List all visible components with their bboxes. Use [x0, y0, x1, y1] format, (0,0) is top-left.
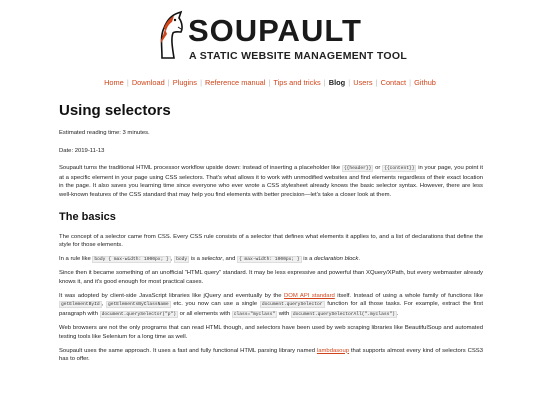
intro-paragraph: Soupault turns the traditional HTML processor workflow upside down: instead of inserting a placeholder like {{header}} or {{content}} in your page, you point it at a specific element in your page using CSS selectors. That's what allows it to work with unmodified websites and find elements regardless of their exact location in the page. It also saves you learning time since everyone who ever wrote a CSS stylesheet already knows the basic selector syntax. However, there are less well-known features of the CSS standard that may help you find elements with better precision—let's take a closer look at them. — [59, 165, 483, 198]
inline-code: document.querySelectorAll(".myclass") — [292, 311, 395, 317]
basics-paragraph-2: In a rule like body { max-width: 1000px; } , body is a selector, and { max-width: 1000px; } is a declaration block. — [59, 255, 360, 262]
basics-paragraph-6: Soupault uses the same approach. It uses a fast and fully functional HTML parsing library named lambdasoup that supports almost every kind of selectors CSS3 has to offer. — [59, 347, 483, 363]
section-heading-basics: The basics — [59, 210, 116, 223]
nav-separator: | — [348, 78, 351, 87]
dom-api-standard-link[interactable]: DOM API standard — [284, 292, 335, 299]
inline-code: { max-width: 1000px; } — [239, 256, 300, 262]
inline-code: document.querySelector — [261, 302, 323, 308]
nav-separator: | — [268, 78, 271, 87]
nav-separator: | — [167, 78, 170, 87]
lambdasoup-link[interactable]: lambdasoup — [316, 347, 350, 354]
inline-code: getElementById — [61, 302, 100, 308]
basics-paragraph-3: Since then it became something of an unofficial “HTML query” standard. It may be less expressive and powerful than XQuery/XPath, but every webmaster already knows it, and it's good enough for most practical cases. — [59, 270, 483, 285]
nav-separator: | — [409, 78, 412, 87]
reading-time: Estimated reading time: 3 minutes. — [59, 130, 150, 136]
basics-paragraph-1: The concept of a selector came from CSS. Every CSS rule consists of a selector that defines what elements it applies to, and a list of declarations that define the style for those elements. — [59, 233, 483, 249]
inline-code: getElementsByClassName — [107, 302, 169, 308]
basics-paragraph-5: Web browsers are not the only programs that can read HTML though, and selectors have been used by web scraping libraries like BeautifulSoup and automated testing tools like Selenium for a long time as well. — [59, 325, 483, 340]
nav-link-users[interactable]: Users — [353, 78, 373, 87]
nav-link-plugins[interactable]: Plugins — [172, 78, 197, 87]
horse-head-logo-icon — [158, 10, 184, 60]
nav-separator: | — [200, 78, 202, 87]
nav-link-blog[interactable]: Blog — [328, 78, 346, 87]
nav-link-github[interactable]: Github — [414, 78, 436, 87]
inline-code: class="myclass" — [233, 311, 276, 317]
main-navigation — [0, 78, 540, 88]
nav-link-download[interactable]: Download — [131, 78, 165, 87]
inline-code: body { max-width: 1000px; } — [94, 256, 169, 262]
nav-separator: | — [126, 78, 129, 87]
article-date: Date: 2019-11-13 — [59, 147, 105, 154]
article-title: Using selectors — [59, 102, 171, 119]
nav-link-tips-and-tricks[interactable]: Tips and tricks — [273, 78, 321, 87]
nav-link-contact[interactable]: Contact — [380, 78, 407, 87]
nav-link-home[interactable]: Home — [104, 78, 124, 87]
inline-code: {{header}} — [343, 166, 372, 172]
site-header — [0, 0, 540, 72]
nav-separator: | — [375, 78, 378, 87]
nav-separator: | — [323, 78, 326, 87]
inline-code: body — [176, 256, 188, 262]
nav-link-reference-manual[interactable]: Reference manual — [205, 78, 266, 87]
site-logo-subtitle: A STATIC WEBSITE MANAGEMENT TOOL — [189, 50, 408, 62]
inline-code: {{content}} — [384, 166, 415, 172]
inline-code: document.querySelector("p") — [101, 311, 177, 317]
article — [59, 100, 483, 364]
basics-paragraph-4: It was adopted by client-side JavaScript libraries like jQuery and eventually by the DOM API standard itself. Instead of using a whole family of functions like getElementById , getElementsByClassName etc. you now can use a single document.querySelector function for all those tasks. For example, extract the first paragraph with document.querySelector("p") or all elements with class="myclass" with document.querySelectorAll(".myclass") . — [59, 292, 484, 317]
site-logo-title[interactable]: SOUPAULT — [188, 13, 362, 48]
